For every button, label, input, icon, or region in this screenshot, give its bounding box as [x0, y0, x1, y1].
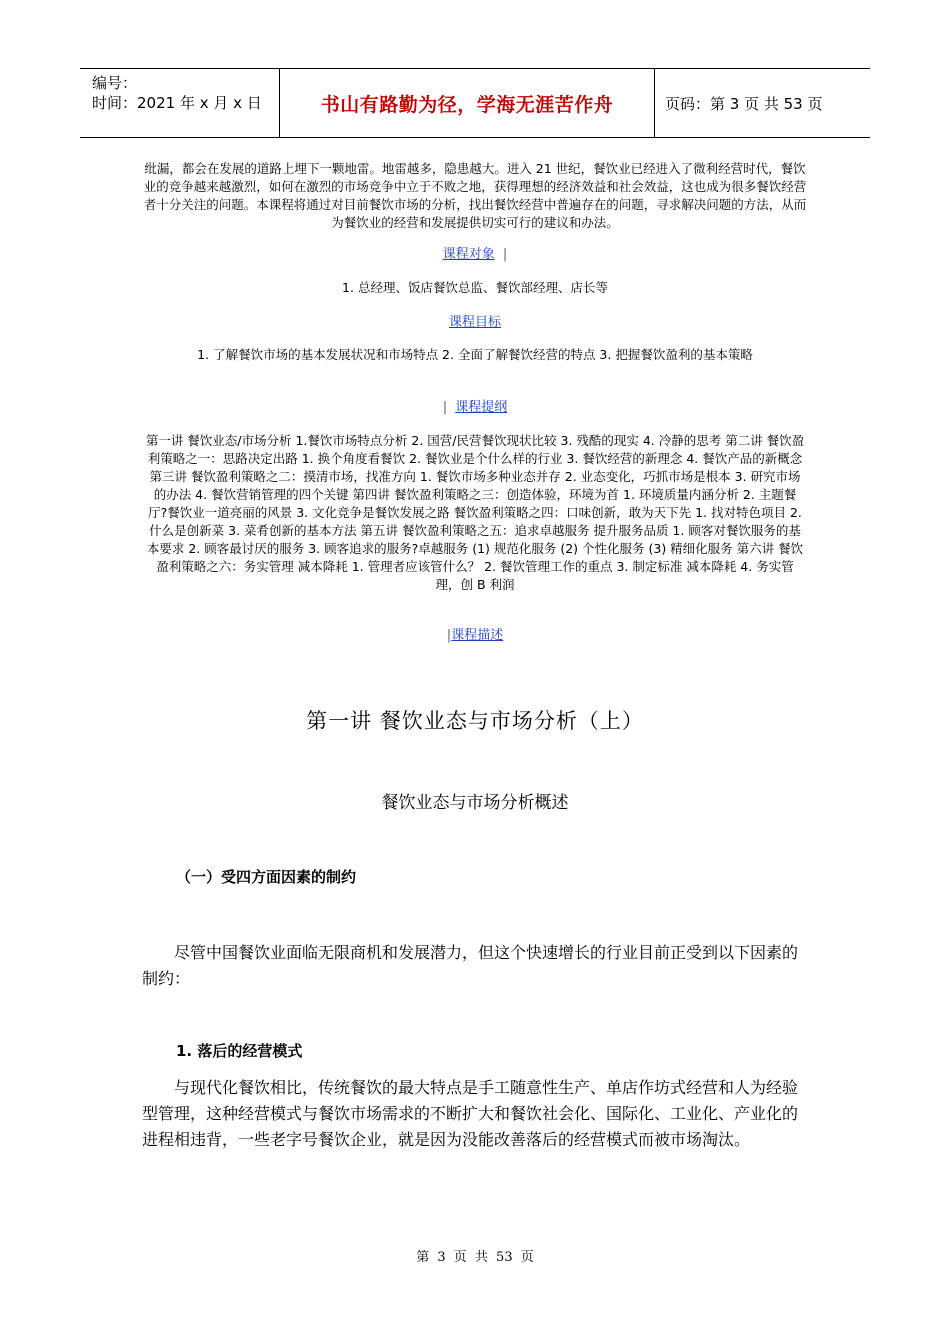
- goals-text: 1. 了解餐饮市场的基本发展状况和市场特点 2. 全面了解餐饮经营的特点 3. 把握餐饮盈利的基本策略: [197, 347, 753, 362]
- section-heading: （一）受四方面因素的制约: [176, 868, 357, 886]
- divider-bar: |: [442, 400, 452, 415]
- intro-paragraph: 纰漏，都会在发展的道路上埋下一颗地雷。地雷越多，隐患越大。进入 21 世纪，餐饮业已经进入了微利经营时代，餐饮业的竞争越来越激烈，如何在激烈的市场竞争中立于不败之地，获得理想的经济效益和社会效益，这也成为很多餐饮经营者十分关注的问题。本课程将通过对目前餐饮市场的分析，找出餐饮经营中普遍存在的问题，寻求解决问题的方法，从而为餐饮业的经营和发展提供切实可行的建议和办法。: [143, 161, 807, 230]
- desc-link[interactable]: 课程描述: [451, 628, 504, 643]
- outline-heading: [140, 398, 810, 417]
- audience-link[interactable]: 课程对象: [442, 247, 495, 262]
- section-subtitle: 餐饮业态与市场分析概述: [381, 793, 569, 813]
- header-motto: 书山有路勤为径，学海无涯苦作舟: [280, 69, 655, 137]
- header-page-label: 页码：第 3 页 共 53 页: [665, 94, 823, 113]
- goals-heading: [140, 313, 810, 332]
- goals-link[interactable]: 课程目标: [448, 315, 501, 330]
- page-footer: 第 3 页 共 53 页: [416, 1250, 534, 1265]
- paragraph-constraints: 尽管中国餐饮业面临无限商机和发展潜力，但这个快速增长的行业目前正受到以下因素的制约：: [142, 943, 799, 988]
- divider-bar: |: [446, 628, 452, 643]
- date-label: 时间：2021 年 x 月 x 日: [92, 94, 262, 112]
- desc-heading: [140, 626, 810, 645]
- number-label: 编号：: [92, 74, 138, 92]
- outline-link[interactable]: 课程提纲: [455, 400, 508, 415]
- header-meta: [80, 69, 280, 137]
- paragraph-business-model: 与现代化餐饮相比，传统餐饮的最大特点是手工随意性生产、单店作坊式经营和人为经验型管理，这种经营模式与餐饮市场需求的不断扩大和餐饮社会化、国际化、工业化、产业化的进程相违背，一些老字号餐饮企业，就是因为没能改善落后的经营模式而被市场淘汰。: [142, 1078, 799, 1149]
- audience-heading: [140, 245, 810, 264]
- outline-text: 第一讲 餐饮业态/市场分析 1.餐饮市场特点分析 2. 国营/民营餐饮现状比较 3. 残酷的现实 4. 冷静的思考 第二讲 餐饮盈利策略之一：思路决定出路 1. 换个角度看餐饮 2. 餐饮业是个什么样的行业 3. 餐饮经营的新理念 4. 餐饮产品的新概念 第三讲 餐饮盈利策略之二：摸清市场，找准方向 1. 餐饮市场多种业态并存 2. 业态变化，巧抓市场是根本 3. 研究市场的办法 4. 餐饮营销管理的四个关键 第四讲 餐饮盈利策略之三：创造体验，环境为首 1. 环境质量内涵分析 2. 主题餐厅?餐饮业一道亮丽的风景 3. 文化竞争是餐饮发展之路 餐饮盈利策略之四：口味创新，敢为天下先 1. 找对特色项目 2. 什么是创新菜 3. 菜肴创新的基本方法 第五讲 餐饮盈利策略之五：追求卓越服务 提升服务品质 1. 顾客对餐饮服务的基本要求 2. 顾客最讨厌的服务 3. 顾客追求的服务?卓越服务 (1) 规范化服务 (2) 个性化服务 (3) 精细化服务 第六讲 餐饮盈利策略之六：务实管理 减本降耗 1. 管理者应该管什么？ 2. 餐饮管理工作的重点 3. 制定标准 减本降耗 4. 务实管理，创 B 利润: [145, 433, 805, 592]
- audience-text: 1. 总经理、饭店餐饮总监、餐饮部经理、店长等: [342, 280, 608, 295]
- divider-bar: |: [498, 247, 508, 262]
- page-header: [80, 68, 870, 138]
- lecture-title: 第一讲 餐饮业态与市场分析（上）: [306, 709, 644, 733]
- subsection-heading: 1. 落后的经营模式: [176, 1042, 303, 1060]
